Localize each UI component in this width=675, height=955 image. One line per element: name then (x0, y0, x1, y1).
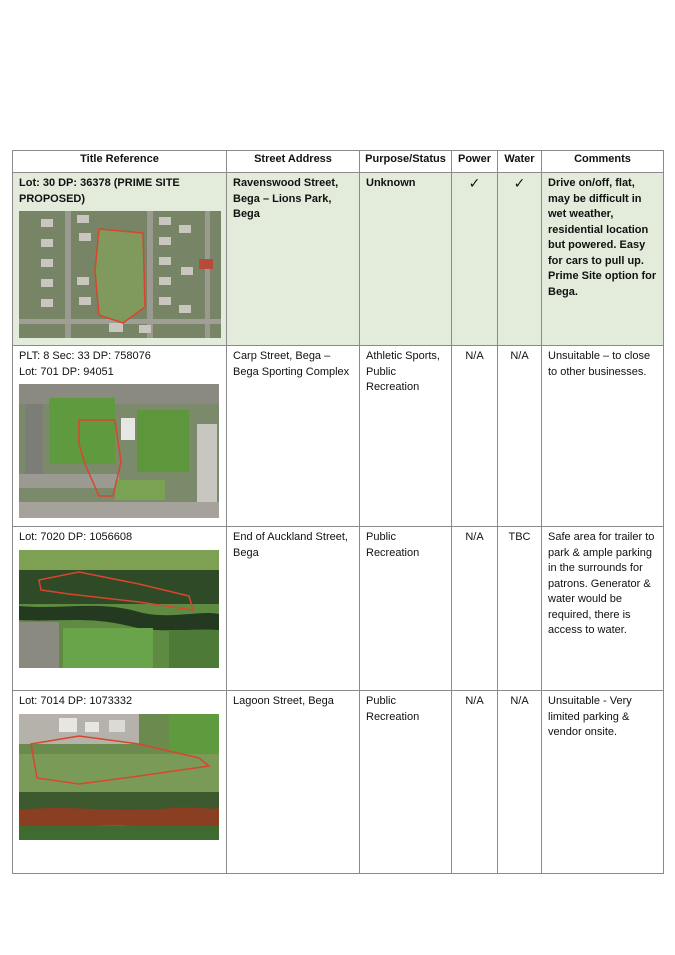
aerial-map-icon (19, 384, 219, 518)
title-reference-cell (13, 173, 227, 346)
comments-cell: Unsuitable - Very limited parking & vendor onsite. (542, 691, 664, 874)
title-reference-cell (13, 691, 227, 874)
title-reference-cell (13, 346, 227, 527)
table-row (13, 691, 664, 874)
power-cell: N/A (452, 691, 498, 874)
street-address-cell: Carp Street, Bega – Bega Sporting Complex (227, 346, 360, 527)
purpose-status-cell: Athletic Sports, Public Recreation (360, 346, 452, 527)
water-cell (498, 173, 542, 346)
aerial-map-icon (19, 550, 219, 668)
check-icon: ✓ (468, 175, 481, 191)
sites-table (12, 150, 664, 874)
purpose-status-cell: Unknown (360, 173, 452, 346)
title-reference-line-1: PLT: 8 Sec: 33 DP: 758076 (19, 350, 151, 362)
power-cell: N/A (452, 527, 498, 691)
comments-cell: Unsuitable – to close to other businesses. (542, 346, 664, 527)
water-cell: TBC (498, 527, 542, 691)
title-reference-line-2: Lot: 701 DP: 94051 (19, 365, 114, 378)
title-reference: Lot: 7020 DP: 1056608 (19, 531, 133, 543)
water-cell: N/A (498, 346, 542, 527)
table-row (13, 173, 664, 346)
table-row (13, 346, 664, 527)
header-purpose-status: Purpose/Status (360, 151, 452, 173)
street-address-cell: Ravenswood Street, Bega – Lions Park, Bega (227, 173, 360, 346)
comments-cell: Drive on/off, flat, may be difficult in wet weather, residential location but powered. Easy for cars to pull up. Prime Site option for Bega. (542, 173, 664, 346)
power-cell: N/A (452, 346, 498, 527)
header-street-address: Street Address (227, 151, 360, 173)
aerial-map-icon (19, 714, 219, 840)
power-cell (452, 173, 498, 346)
header-comments: Comments (542, 151, 664, 173)
title-reference: Lot: 30 DP: 36378 (PRIME SITE PROPOSED) (19, 177, 180, 205)
comments-cell: Safe area for trailer to park & ample parking in the surrounds for patrons. Generator & water would be required, there is access to water. (542, 527, 664, 691)
header-power: Power (452, 151, 498, 173)
water-cell: N/A (498, 691, 542, 874)
purpose-status-cell: Public Recreation (360, 691, 452, 874)
street-address-cell: End of Auckland Street, Bega (227, 527, 360, 691)
title-reference-cell (13, 527, 227, 691)
purpose-status-cell: Public Recreation (360, 527, 452, 691)
check-icon: ✓ (513, 175, 526, 191)
header-row (13, 151, 664, 173)
header-water: Water (498, 151, 542, 173)
header-title-reference: Title Reference (13, 151, 227, 173)
title-reference: Lot: 7014 DP: 1073332 (19, 695, 133, 707)
aerial-map-icon (19, 211, 221, 338)
street-address-cell: Lagoon Street, Bega (227, 691, 360, 874)
table-row (13, 527, 664, 691)
